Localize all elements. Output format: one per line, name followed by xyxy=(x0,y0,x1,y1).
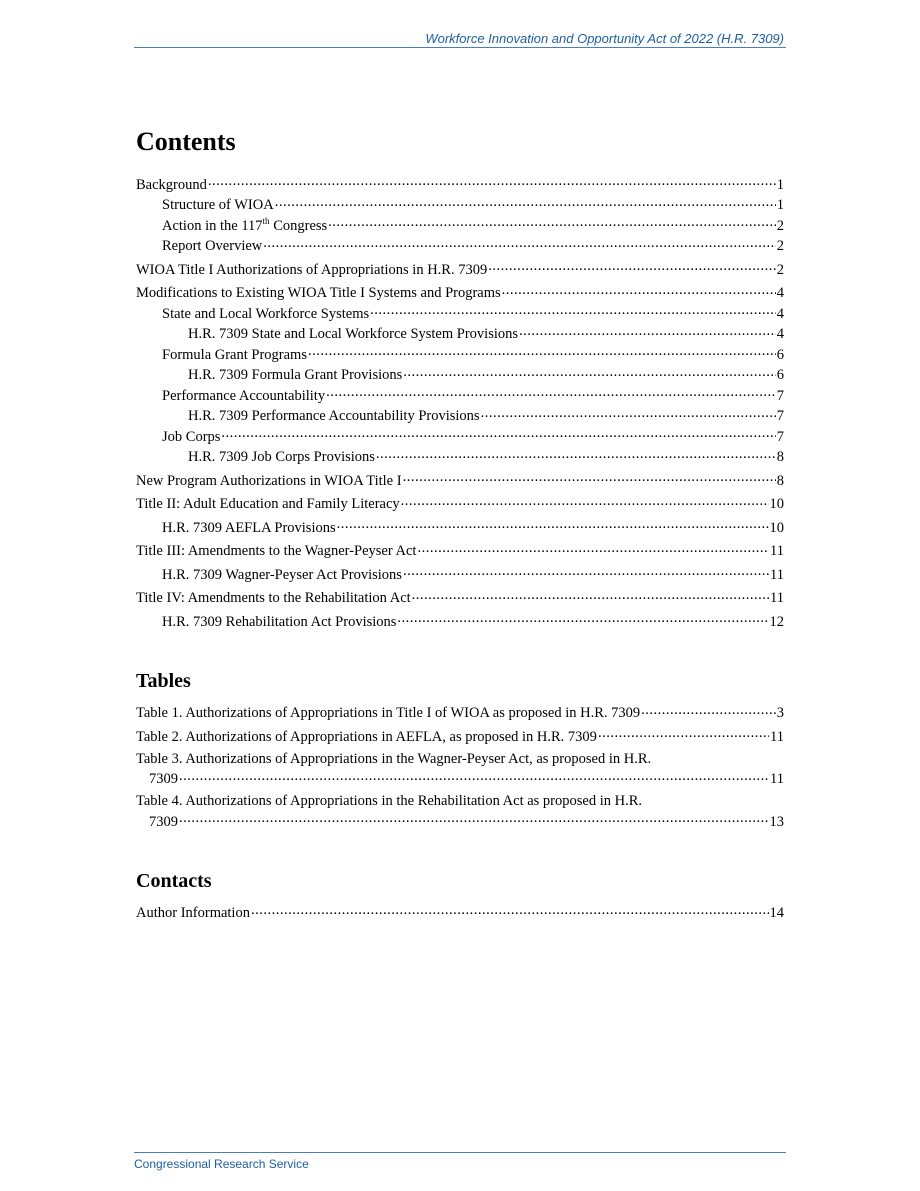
toc-entry-label-sup: th xyxy=(262,215,270,226)
toc-entry-page: 4 xyxy=(776,326,784,342)
toc-leader-dots xyxy=(208,174,776,189)
toc-entry-label: Structure of WIOA xyxy=(162,197,274,213)
toc-entry-label: Modifications to Existing WIOA Title I Systems and Programs xyxy=(136,285,501,301)
toc-entry-label xyxy=(162,217,327,236)
toc-entry[interactable] xyxy=(136,283,784,304)
toc-entry-label: Performance Accountability xyxy=(162,387,326,404)
toc-entry-page: 6 xyxy=(776,346,784,363)
toc-entry[interactable] xyxy=(136,215,784,236)
toc-leader-dots xyxy=(598,726,769,741)
toc-entry-page: 11 xyxy=(770,771,784,787)
toc-entry-label-pre: Action in the 117 xyxy=(162,217,263,234)
toc-leader-dots xyxy=(403,470,776,485)
toc-leader-dots xyxy=(179,769,769,784)
toc-leader-dots xyxy=(370,303,776,318)
toc-entry-page: 10 xyxy=(769,496,784,512)
running-footer: Congressional Research Service xyxy=(134,1152,786,1173)
toc-leader-dots xyxy=(401,494,769,509)
toc-entry-label: Table 1. Authorizations of Appropriations in Title I of WIOA as proposed in H.R. 7309 xyxy=(136,705,641,721)
toc-entry-page: 2 xyxy=(776,261,784,278)
toc-entry[interactable] xyxy=(136,903,784,924)
toc-entry[interactable] xyxy=(136,564,784,585)
toc-entry-page: 2 xyxy=(776,217,784,234)
toc-leader-dots xyxy=(488,259,776,274)
toc-entry-page: 2 xyxy=(776,238,784,254)
toc-leader-dots xyxy=(308,344,776,359)
toc-entry-page: 11 xyxy=(770,728,784,745)
tables-heading: Tables xyxy=(136,669,191,692)
toc-entry[interactable] xyxy=(136,541,784,562)
toc-entry[interactable] xyxy=(136,365,784,386)
toc-entry[interactable] xyxy=(136,174,784,195)
toc-entry-label: H.R. 7309 Formula Grant Provisions xyxy=(188,367,403,383)
toc-leader-dots xyxy=(263,236,775,251)
toc-entry[interactable] xyxy=(136,750,784,790)
toc-entry[interactable] xyxy=(136,517,784,538)
toc-entry-label: Title IV: Amendments to the Rehabilitation Act xyxy=(136,590,411,606)
toc-entry-label: Title II: Adult Education and Family Literacy xyxy=(136,496,400,512)
toc-entry-label: Job Corps xyxy=(162,428,221,445)
toc-entry-page: 11 xyxy=(770,566,784,583)
toc-entry-page: 7 xyxy=(776,387,784,404)
toc-entry[interactable] xyxy=(136,195,784,216)
toc-entry-page: 6 xyxy=(776,367,784,383)
toc-entry-label-line1: Table 4. Authorizations of Appropriations in the Rehabilitation Act as proposed in H.R. xyxy=(136,793,643,809)
toc-entry[interactable] xyxy=(136,494,784,515)
toc-entry-label: Author Information xyxy=(136,905,250,921)
toc-entry[interactable] xyxy=(136,324,784,345)
toc-entry-page: 11 xyxy=(770,543,784,559)
toc-entry[interactable] xyxy=(136,611,784,632)
toc-entry[interactable] xyxy=(136,303,784,324)
toc-leader-dots xyxy=(221,426,775,441)
toc-entry-label: Table 2. Authorizations of Appropriations in AEFLA, as proposed in H.R. 7309 xyxy=(136,728,597,745)
toc-entry-page: 1 xyxy=(776,197,784,213)
toc-entry[interactable] xyxy=(136,236,784,257)
toc-entry[interactable] xyxy=(136,406,784,427)
toc-leader-dots xyxy=(403,365,775,380)
toc-entry-page: 7 xyxy=(776,408,784,424)
toc-entry-page: 11 xyxy=(770,590,784,606)
running-header: Workforce Innovation and Opportunity Act of 2022 (H.R. 7309) xyxy=(134,30,786,48)
toc-entry[interactable] xyxy=(136,588,784,609)
toc-entry-page: 4 xyxy=(776,305,784,322)
toc-leader-dots xyxy=(328,215,776,230)
toc-leader-dots xyxy=(502,283,776,298)
toc-entry-page: 7 xyxy=(776,428,784,445)
toc-leader-dots xyxy=(179,811,769,826)
toc-leader-dots xyxy=(376,447,776,462)
toc-leader-dots xyxy=(397,611,768,626)
contacts-list xyxy=(136,903,784,924)
toc-entry-page: 8 xyxy=(776,449,784,465)
toc-entry-page: 8 xyxy=(776,472,784,489)
toc-page xyxy=(136,126,784,923)
toc-leader-dots xyxy=(337,517,769,532)
toc-entry-label-line2: 7309 xyxy=(149,771,178,787)
toc-entry-label: H.R. 7309 Rehabilitation Act Provisions xyxy=(162,613,397,630)
toc-entry-page: 1 xyxy=(776,176,784,193)
contents-heading: Contents xyxy=(136,127,236,156)
toc-entry-page: 4 xyxy=(776,285,784,301)
toc-entry-label: Background xyxy=(136,176,207,193)
toc-entry-label-line1: Table 3. Authorizations of Appropriations in the Wagner-Peyser Act, as proposed in H.R. xyxy=(136,750,652,767)
toc-entry-label: H.R. 7309 AEFLA Provisions xyxy=(162,519,336,536)
toc-entry-label-post: Congress xyxy=(269,217,328,234)
tables-list xyxy=(136,703,784,832)
toc-entry[interactable] xyxy=(136,726,784,747)
toc-entry-label: WIOA Title I Authorizations of Appropriations in H.R. 7309 xyxy=(136,261,488,278)
toc-entry-page: 13 xyxy=(769,813,784,830)
toc-leader-dots xyxy=(326,385,776,400)
toc-entry-label: H.R. 7309 Wagner-Peyser Act Provisions xyxy=(162,566,402,583)
toc-leader-dots xyxy=(412,588,769,603)
toc-entry[interactable] xyxy=(136,344,784,365)
toc-entry-continuation xyxy=(136,811,784,832)
toc-leader-dots xyxy=(403,564,769,579)
toc-leader-dots xyxy=(417,541,769,556)
toc-leader-dots xyxy=(251,903,769,918)
toc-entry-label: H.R. 7309 State and Local Workforce System Provisions xyxy=(188,326,519,342)
toc-entry-page: 3 xyxy=(776,705,784,721)
toc-entry-label: Report Overview xyxy=(162,238,263,254)
toc-entry-label: Title III: Amendments to the Wagner-Peyser Act xyxy=(136,543,417,559)
toc-entry[interactable] xyxy=(136,385,784,406)
toc-entry-label: New Program Authorizations in WIOA Title I xyxy=(136,472,402,489)
toc-leader-dots xyxy=(275,195,776,210)
toc-entry-label: H.R. 7309 Performance Accountability Provisions xyxy=(188,408,480,424)
toc-entry-label: H.R. 7309 Job Corps Provisions xyxy=(188,449,375,465)
toc-leader-dots xyxy=(519,324,776,339)
toc-leader-dots xyxy=(641,703,776,718)
toc-entry[interactable] xyxy=(136,426,784,447)
toc-entry[interactable] xyxy=(136,703,784,724)
contacts-heading: Contacts xyxy=(136,869,212,892)
toc-entry[interactable] xyxy=(136,447,784,468)
toc-entry-label-line2: 7309 xyxy=(149,813,178,830)
contents-list xyxy=(136,174,784,632)
toc-entry-label: State and Local Workforce Systems xyxy=(162,305,370,322)
toc-entry[interactable] xyxy=(136,470,784,491)
toc-entry-page: 10 xyxy=(769,519,784,536)
toc-entry[interactable] xyxy=(136,259,784,280)
toc-entry[interactable] xyxy=(136,792,784,832)
toc-entry-page: 14 xyxy=(769,905,784,921)
toc-entry-label: Formula Grant Programs xyxy=(162,346,307,363)
toc-entry-continuation xyxy=(136,769,784,790)
toc-entry-page: 12 xyxy=(769,613,784,630)
toc-leader-dots xyxy=(481,406,776,421)
